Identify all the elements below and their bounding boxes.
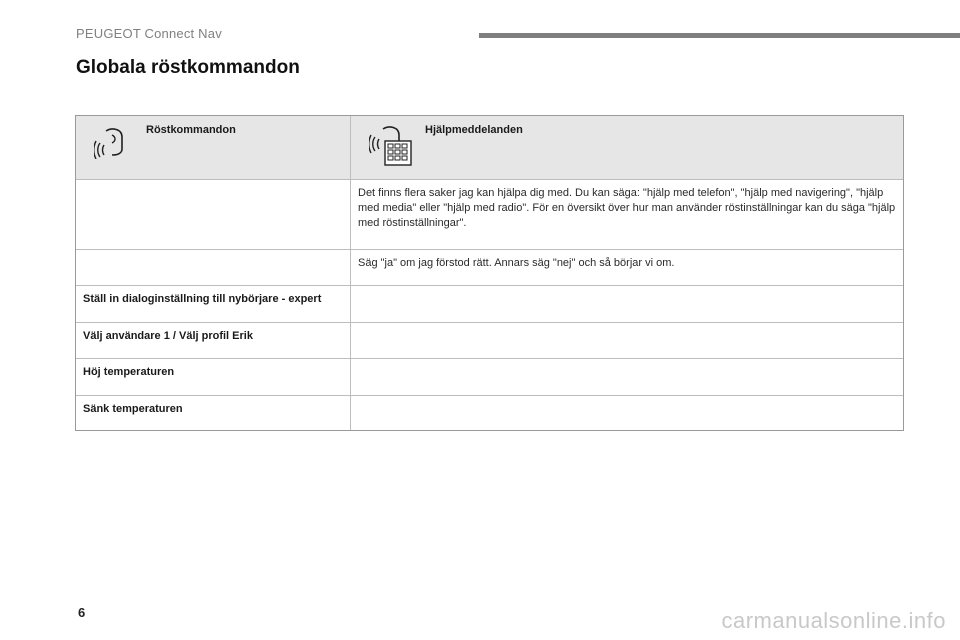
table-row [76,396,903,430]
help-cell [351,359,903,395]
command-cell [76,180,351,249]
voice-commands-table [75,115,904,431]
table-row [76,180,903,250]
header-cell-help [351,116,903,179]
command-cell: Ställ in dialoginställning till nybörjare - expert [76,286,351,322]
table-row [76,323,903,359]
table-row [76,286,903,323]
watermark-text: carmanualsonline.info [721,608,946,633]
help-cell [351,323,903,358]
table-row [76,359,903,396]
help-cell [351,396,903,430]
command-cell: Höj temperaturen [76,359,351,395]
speaking-head-icon [94,125,128,159]
command-cell: Välj användare 1 / Välj profil Erik [76,323,351,358]
help-cell: Säg "ja" om jag förstod rätt. Annars säg "nej" och så börjar vi om. [358,257,675,269]
speaker-screen-icon [369,125,413,167]
help-cell: Det finns flera saker jag kan hjälpa dig med. Du kan säga: "hjälp med telefon", "hjälp med navigering", "hjälp med media" eller "hjälp med radio". För en översikt över hur man använder röstinställningar kan du säga "hjälp med röstinställningar". [358,187,896,229]
header-divider-bar [479,33,960,38]
header-cell-commands [76,116,351,179]
command-cell [76,250,351,285]
page-title: Globala röstkommandon [76,57,300,78]
command-cell: Sänk temperaturen [76,396,351,430]
header-product-label: PEUGEOT Connect Nav [76,26,222,41]
help-cell [351,286,903,322]
table-header-row [76,116,903,180]
column-header-help: Hjälpmeddelanden [425,124,523,136]
page-number: 6 [78,605,86,620]
column-header-commands: Röstkommandon [146,124,236,136]
table-row [76,250,903,286]
